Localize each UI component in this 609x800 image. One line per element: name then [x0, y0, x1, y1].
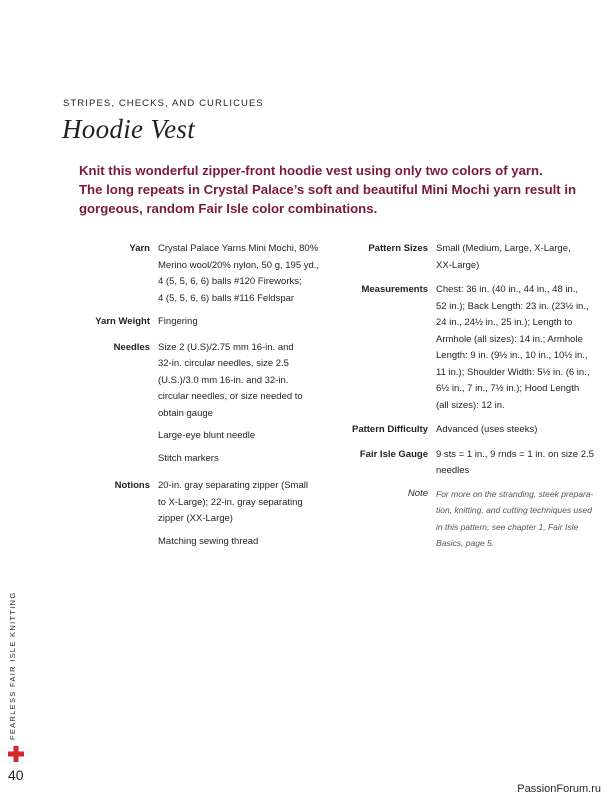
spec-line: 4 (5, 5, 6, 6) balls #116 Feldspar [158, 292, 295, 304]
spec-line: Armhole (all sizes): 14 in.; Armhole [436, 333, 583, 345]
watermark: PassionForum.ru [517, 783, 601, 795]
spec-value [158, 340, 310, 468]
spec-line: 20-in. gray separating zipper (Small [158, 480, 308, 491]
spec-line: needles [436, 465, 470, 476]
spec-line: 24 in., 24½ in., 25 in.); Length to [436, 317, 573, 328]
page-title: Hoodie Vest [62, 114, 196, 144]
spec-needles [60, 340, 310, 468]
spec-label: Notions [114, 480, 150, 491]
spec-notions [60, 478, 310, 550]
spec-label: Pattern Sizes [368, 243, 428, 254]
spec-value [436, 282, 600, 414]
intro-line: The long repeats in Crystal Palace’s soft and beautiful Mini Mochi yarn result in [79, 182, 577, 197]
spec-line: Size 2 (U.S)/2.75 mm 16-in. and [158, 341, 294, 353]
spec-measurements [330, 282, 600, 414]
section-label: STRIPES, CHECKS, AND CURLICUES [63, 98, 264, 109]
spec-value [436, 486, 600, 552]
intro-line: Knit this wonderful zipper-front hoodie vest using only two colors of yarn. [79, 163, 543, 178]
spec-line: Length: 9 in. (9½ in., 10 in., 10½ in., [436, 350, 588, 361]
spec-yarn-weight [60, 314, 310, 331]
spec-line: 9 sts = 1 in., 9 rnds = 1 in. on size 2.5 [436, 448, 594, 460]
spec-line: to X-Large); 22-in. gray separating [158, 496, 303, 508]
spec-value [158, 241, 319, 307]
intro-line: gorgeous, random Fair Isle color combinations. [79, 201, 378, 216]
spec-label: Yarn [129, 243, 150, 254]
spec-line: Advanced (uses steeks) [436, 424, 538, 435]
spec-line: Stitch markers [158, 452, 219, 464]
spec-value [436, 422, 600, 439]
spec-line: Matching sewing thread [158, 535, 259, 547]
spec-pattern-difficulty [330, 422, 600, 439]
spec-line: (U.S.)/3.0 mm 16-in. and 32-in. [158, 374, 289, 386]
spec-yarn [60, 241, 320, 307]
spec-line: obtain gauge [158, 407, 213, 419]
left-spec-column [60, 241, 320, 550]
spec-line: circular needles, or size needed to [158, 391, 303, 402]
cross-icon-shape [8, 746, 24, 762]
spec-line: Chest: 36 in. (40 in., 44 in., 48 in., [436, 284, 579, 295]
spec-value [436, 447, 600, 480]
spec-label: Measurements [361, 284, 428, 295]
spec-line: XX-Large) [436, 259, 480, 271]
spec-line: in this pattern, see chapter 1, Fair Isle [436, 521, 579, 532]
spec-label: Needles [113, 341, 150, 353]
intro-paragraph [79, 161, 579, 218]
spec-line: tion, knitting, and cutting techniques used [436, 505, 592, 515]
spec-note [330, 486, 600, 552]
spec-line: Crystal Palace Yarns Mini Mochi, 80% [158, 243, 319, 254]
spec-line: (all sizes): 12 in. [436, 399, 505, 411]
spec-label: Yarn Weight [95, 316, 150, 327]
spec-value [436, 241, 600, 274]
spec-line: zipper (XX-Large) [158, 513, 233, 524]
spec-line: 52 in.); Back Length: 23 in. (23½ in., [436, 300, 589, 312]
spec-line: Small (Medium, Large, X-Large, [436, 243, 571, 254]
spec-value [158, 314, 310, 331]
spec-line: Merino wool/20% nylon, 50 g, 195 yd., [158, 259, 320, 271]
page-number: 40 [8, 767, 24, 783]
spec-line: Large-eye blunt needle [158, 430, 256, 441]
spec-fair-isle-gauge [330, 447, 600, 480]
cross-icon [8, 746, 24, 762]
spec-label: Fair Isle Gauge [359, 448, 428, 460]
spec-pattern-sizes [330, 241, 600, 274]
spec-line: For more on the stranding, steek prepara- [436, 488, 594, 499]
spec-value [158, 478, 310, 550]
spec-line: 4 (5, 5, 6, 6) balls #120 Fireworks; [158, 276, 302, 287]
spec-label: Pattern Difficulty [351, 424, 428, 435]
spec-line: Basics, page 5. [436, 538, 495, 548]
spine-title: FEARLESS FAIR ISLE KNITTING [8, 591, 17, 740]
spec-line: 11 in.); Shoulder Width: 5½ in. (6 in., [436, 366, 590, 378]
spec-label: Note [407, 487, 428, 499]
spec-line: Fingering [158, 316, 198, 327]
spec-line: 32-in. circular needles, size 2.5 [158, 358, 289, 369]
right-spec-column [330, 241, 600, 552]
spec-line: 6½ in., 7 in., 7½ in.); Hood Length [436, 383, 580, 394]
